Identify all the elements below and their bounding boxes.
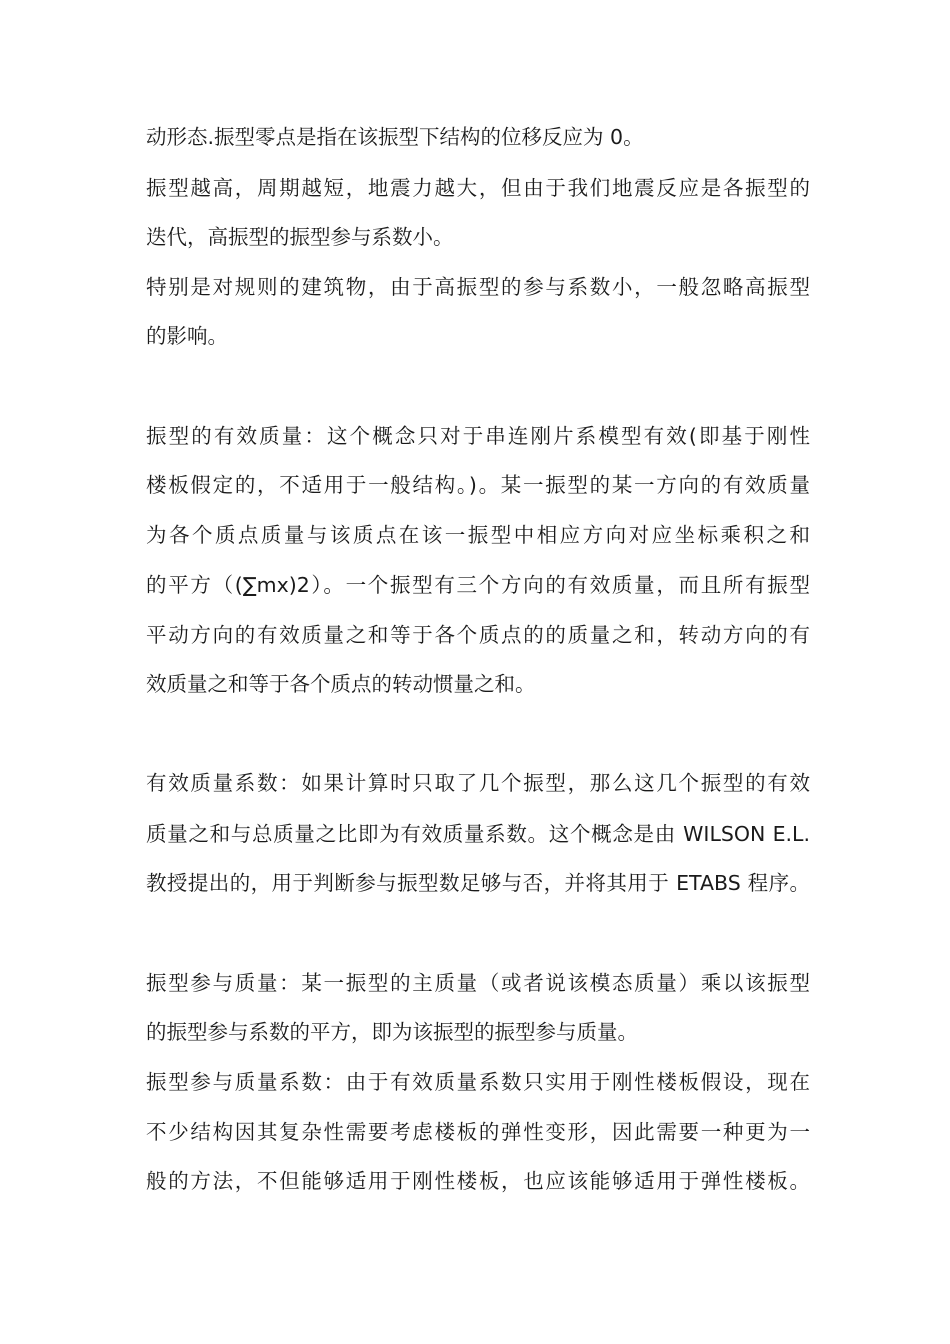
text-line: 振型的有效质量：这个概念只对于串连刚片系模型有效(即基于刚性	[146, 424, 810, 448]
text-line: 不少结构因其复杂性需要考虑楼板的弹性变形，因此需要一种更为一	[146, 1120, 810, 1144]
text-line: 楼板假定的，不适用于一般结构。)。某一振型的某一方向的有效质量	[146, 473, 810, 497]
text-line: 动形态.振型零点是指在该振型下结构的位移反应为 0。	[146, 125, 644, 149]
text-line: 教授提出的，用于判断参与振型数足够与否，并将其用于 ETABS 程序。	[146, 871, 810, 895]
text-line: 为各个质点质量与该质点在该一振型中相应方向对应坐标乘积之和	[146, 523, 810, 547]
text-line: 特别是对规则的建筑物，由于高振型的参与系数小，一般忽略高振型	[146, 275, 810, 299]
text-line: 平动方向的有效质量之和等于各个质点的的质量之和，转动方向的有	[146, 623, 810, 647]
text-line: 质量之和与总质量之比即为有效质量系数。这个概念是由 WILSON E.L.	[146, 822, 810, 846]
text-line: 迭代，高振型的振型参与系数小。	[146, 225, 454, 249]
text-line: 效质量之和等于各个质点的转动惯量之和。	[146, 672, 536, 696]
text-line: 振型参与质量系数：由于有效质量系数只实用于刚性楼板假设，现在	[146, 1070, 810, 1094]
text-line: 的影响。	[146, 324, 228, 348]
text-line: 的振型参与系数的平方，即为该振型的振型参与质量。	[146, 1020, 638, 1044]
text-line: 的平方（(∑mx)2）。一个振型有三个方向的有效质量，而且所有振型	[146, 573, 810, 597]
text-line: 振型参与质量：某一振型的主质量（或者说该模态质量）乘以该振型	[146, 971, 810, 995]
text-line: 振型越高，周期越短，地震力越大，但由于我们地震反应是各振型的	[146, 176, 810, 200]
text-line: 有效质量系数：如果计算时只取了几个振型，那么这几个振型的有效	[146, 771, 810, 795]
text-line: 般的方法，不但能够适用于刚性楼板，也应该能够适用于弹性楼板。	[146, 1169, 810, 1193]
